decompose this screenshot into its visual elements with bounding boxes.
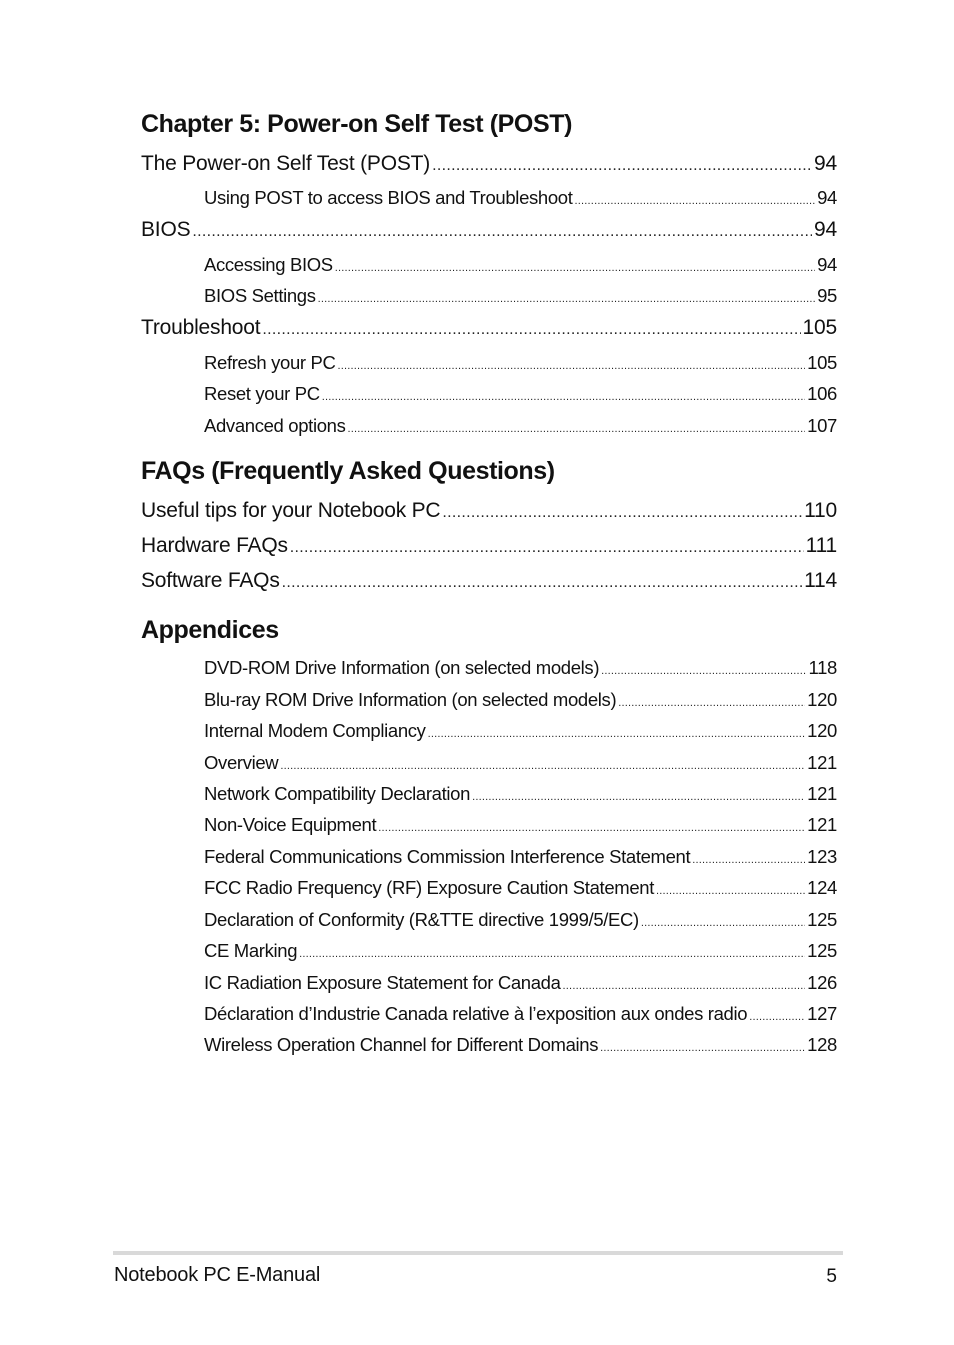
dot-leader [428,728,806,740]
toc-entry-page: 94 [814,152,837,175]
toc-entry-label: Blu-ray ROM Drive Information (on selected models) [204,689,617,710]
dot-leader [192,223,812,241]
toc-entry-label: Hardware FAQs [141,534,288,557]
toc-entry-page: 94 [817,254,837,275]
toc-entry-label: FCC Radio Frequency (RF) Exposure Caution Statement [204,877,654,898]
section-title-faqs: FAQs (Frequently Asked Questions) [141,457,555,485]
toc-entry-label: Internal Modem Compliancy [204,720,426,741]
dot-leader [575,195,816,207]
toc-subentry[interactable] [204,972,837,994]
toc-entry-label: IC Radiation Exposure Statement for Canada [204,972,561,993]
toc-entry-page: 120 [807,689,837,710]
dot-leader [290,539,804,557]
toc-entry-page: 126 [807,972,837,993]
toc-entry-page: 121 [807,814,837,835]
dot-leader [618,697,805,709]
toc-subentry[interactable] [204,720,837,742]
toc-entry-page: 121 [807,752,837,773]
toc-subentry[interactable] [204,415,837,437]
dot-leader [656,885,805,897]
toc-subentry[interactable] [204,187,837,209]
toc-subentry[interactable] [204,352,837,374]
toc-entry-page: 105 [807,352,837,373]
dot-leader [641,917,805,929]
toc-entry-label: The Power-on Self Test (POST) [141,152,431,175]
dot-leader [299,948,805,960]
toc-entry-label: BIOS Settings [204,285,316,306]
dot-leader [472,791,805,803]
toc-entry-label: Declaration of Conformity (R&TTE directive 1999/5/EC) [204,909,639,930]
toc-entry-label: Software FAQs [141,569,280,592]
toc-entry-page: 105 [802,316,837,339]
footer-divider [113,1251,843,1255]
dot-leader [749,1011,805,1023]
footer-page-number: 5 [826,1266,837,1287]
toc-entry[interactable] [141,316,837,340]
toc-entry-page: 114 [804,569,837,592]
dot-leader [600,1042,805,1054]
toc-entry-label: Déclaration d’Industrie Canada relative à l’exposition aux ondes radio [204,1003,748,1024]
toc-entry-label: Network Compatibility Declaration [204,783,471,804]
toc-entry-page: 95 [817,285,837,306]
toc-entry-page: 110 [804,499,837,522]
dot-leader [347,423,805,435]
toc-entry-label: Troubleshoot [141,316,261,339]
toc-subentry[interactable] [204,814,837,836]
dot-leader [432,157,812,175]
dot-leader [563,980,806,992]
dot-leader [282,574,802,592]
toc-entry-label: Accessing BIOS [204,254,333,275]
toc-entry-page: 125 [807,940,837,961]
dot-leader [378,822,805,834]
toc-entry-label: Overview [204,752,279,773]
dot-leader [262,321,800,339]
toc-subentry[interactable] [204,1034,837,1056]
toc-entry-page: 127 [807,1003,837,1024]
toc-entry-label: Using POST to access BIOS and Troubleshoot [204,187,573,208]
toc-entry-label: Wireless Operation Channel for Different Domains [204,1034,599,1055]
toc-entry-label: Refresh your PC [204,352,336,373]
toc-entry-label: Useful tips for your Notebook PC [141,499,441,522]
toc-entry-label: Federal Communications Commission Interference Statement [204,846,691,867]
toc-entry-page: 120 [807,720,837,741]
toc-entry-label: Advanced options [204,415,346,436]
toc-entry-page: 94 [817,187,837,208]
toc-entry[interactable] [141,218,837,242]
toc-entry-page: 124 [807,877,837,898]
toc-entry-page: 111 [805,534,837,557]
section-title-appendices: Appendices [141,616,279,644]
toc-entry-label: Non-Voice Equipment [204,814,377,835]
toc-subentry[interactable] [204,383,837,405]
toc-subentry[interactable] [204,657,837,679]
dot-leader [692,854,805,866]
toc-entry-label: BIOS [141,218,191,241]
toc-subentry[interactable] [204,285,837,307]
toc-entry-page: 107 [807,415,837,436]
dot-leader [322,391,805,403]
dot-leader [601,665,806,677]
toc-entry-page: 94 [814,218,837,241]
toc-entry-label: CE Marking [204,940,298,961]
dot-leader [318,293,815,305]
toc-entry[interactable] [141,152,837,176]
toc-entry-page: 118 [808,657,837,678]
toc-subentry[interactable] [204,254,837,276]
footer-manual-title: Notebook PC E-Manual [114,1264,321,1286]
toc-entry-label: Reset your PC [204,383,320,404]
dot-leader [442,504,802,522]
toc-subentry[interactable] [204,1003,837,1025]
toc-subentry[interactable] [204,909,837,931]
toc-entry[interactable] [141,534,837,558]
toc-subentry[interactable] [204,689,837,711]
toc-subentry[interactable] [204,783,837,805]
toc-entry-page: 106 [807,383,837,404]
toc-entry[interactable] [141,499,837,523]
toc-subentry[interactable] [204,846,837,868]
toc-entry[interactable] [141,569,837,593]
section-title-chapter-5: Chapter 5: Power-on Self Test (POST) [141,110,573,138]
toc-entry-page: 123 [807,846,837,867]
toc-entry-label: DVD-ROM Drive Information (on selected models) [204,657,600,678]
toc-subentry[interactable] [204,877,837,899]
toc-entry-page: 125 [807,909,837,930]
dot-leader [335,262,815,274]
toc-subentry[interactable] [204,940,837,962]
dot-leader [280,760,805,772]
toc-entry-page: 121 [807,783,837,804]
toc-subentry[interactable] [204,752,837,774]
toc-entry-page: 128 [807,1034,837,1055]
dot-leader [338,360,806,372]
